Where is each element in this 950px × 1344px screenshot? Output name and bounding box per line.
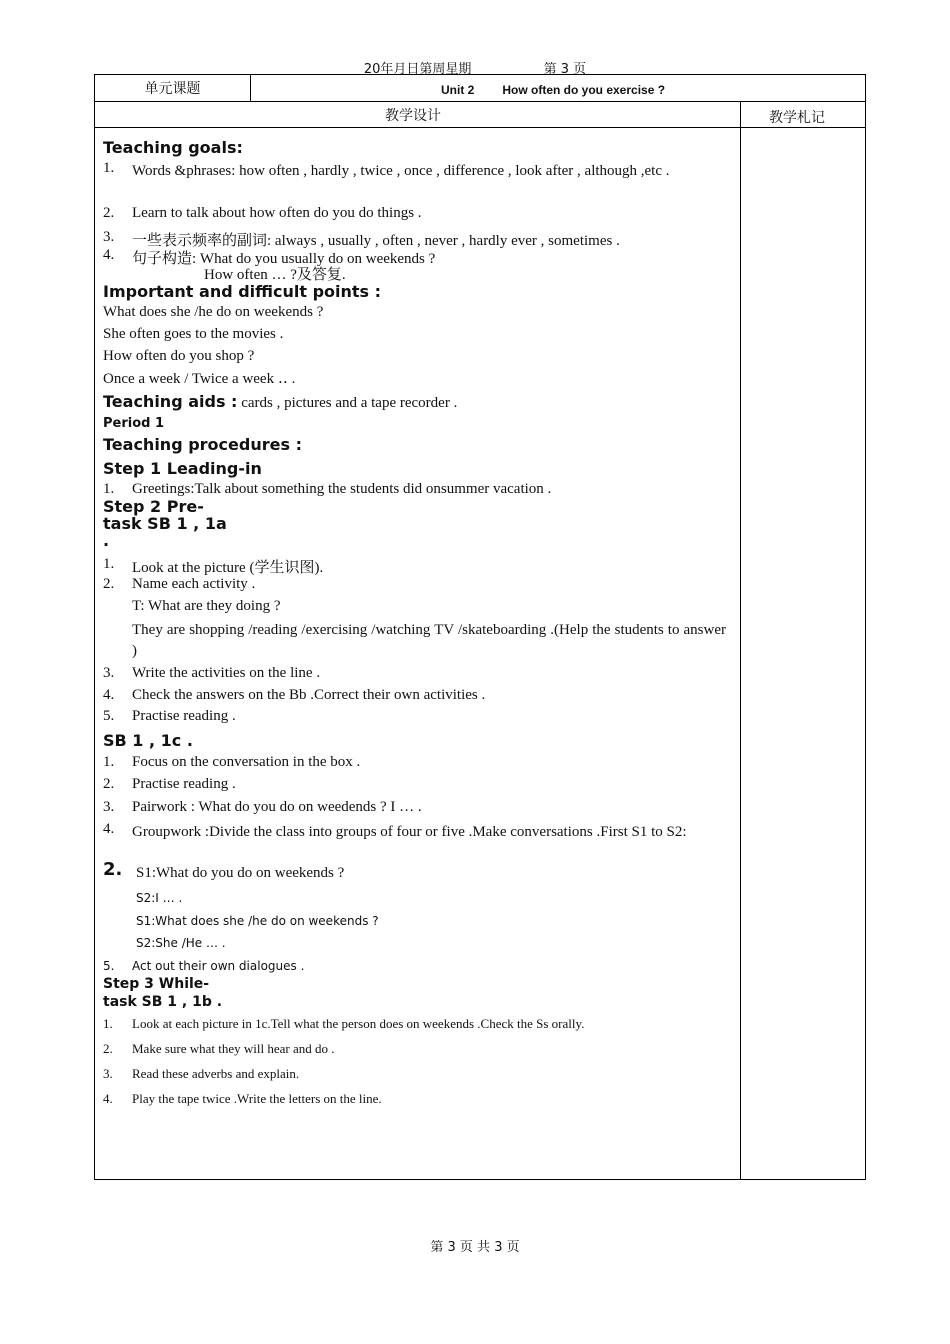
step2-item: 5. Practise reading . (103, 708, 236, 724)
point-line: She often goes to the movies . (103, 326, 284, 342)
period-label: Period 1 (103, 416, 165, 431)
notes-label: 教学札记 (769, 110, 825, 126)
step3-item: 4. Play the tape twice .Write the letters on the line. (103, 1091, 382, 1106)
step1-item: 1. Greetings:Talk about something the students did onsummer vacation . (103, 481, 552, 497)
unit-title (441, 83, 693, 97)
step2-item: 4. Check the answers on the Bb .Correct their own activities . (103, 687, 486, 703)
goal-item: 2. Learn to talk about how often do you do things . (103, 205, 422, 221)
aids-text: cards , pictures and a tape recorder . (241, 395, 458, 411)
sb1c-item: 4. Groupwork :Divide the class into groups of four or five .Make conversations .First S1 to S2: (103, 821, 687, 840)
step2-item: 3. Write the activities on the line . (103, 665, 321, 681)
page-footer: 第 3 页 共 3 页 (430, 1240, 520, 1255)
sb1c-item: 2. Practise reading . (103, 776, 236, 792)
date-line: 20年月日第周星期 (363, 62, 472, 77)
sb1c-item: 1. Focus on the conversation in the box . (103, 754, 361, 770)
dialog-answer: They are shopping /reading /exercising /watching TV /skateboarding .(Help the students to answer ) (132, 622, 726, 659)
dialog-s1: S1:What do you do on weekends ? (136, 865, 345, 881)
sb1c-item: 3. Pairwork : What do you do on weedends ? I … . (103, 799, 422, 815)
dialog-s2: S2:She /He … . (136, 936, 226, 950)
dialog-s1: S1:What does she /he do on weekends ? (136, 914, 379, 928)
goal-item: 1. Words &phrases: how often , hardly , twice , once , difference , look after , although ,etc . (103, 160, 670, 179)
header-page-label: 第 3 页 (543, 62, 587, 77)
step3-heading: Step 3 While- task SB 1 , 1b . (103, 976, 223, 1010)
dialog-question: T: What are they doing ? (132, 598, 281, 614)
section-header-row (95, 101, 865, 128)
unit-topic: How often do you exercise ? (502, 83, 666, 97)
step3-item: 2. Make sure what they will hear and do . (103, 1041, 335, 1056)
lesson-content (103, 138, 727, 1138)
step3-item: 1. Look at each picture in 1c.Tell what the person does on weekends .Check the Ss orally. (103, 1016, 585, 1031)
point-line: What does she /he do on weekends ? (103, 304, 324, 320)
step1-heading: Step 1 Leading-in (103, 459, 262, 478)
unit-name: Unit 2 (441, 83, 475, 97)
unit-label: 单元课题 (95, 75, 251, 101)
column-divider (740, 101, 741, 1179)
step2-heading: Step 2 Pre- task SB 1 , 1a . (103, 497, 227, 550)
goal-item-continued: How often … ?及答复. (204, 267, 346, 283)
step3-item: 3. Read these adverbs and explain. (103, 1066, 300, 1081)
aids-heading: Teaching aids : (103, 392, 238, 411)
goal-item: 4. 句子构造: What do you usually do on weekends ? (103, 247, 436, 267)
point-line: Once a week / Twice a week ‥ . (103, 371, 296, 387)
points-heading: Important and difficult points : (103, 282, 382, 301)
point-line: How often do you shop ? (103, 348, 255, 364)
sb1c-item: 5. Act out their own dialogues . (103, 959, 305, 973)
step2-item: 2. Name each activity . (103, 576, 256, 592)
step2-item: 1. Look at the picture (学生识图). (103, 556, 324, 576)
aids-line (103, 392, 457, 412)
big-number: 2. (103, 859, 123, 880)
procedures-heading: Teaching procedures : (103, 435, 302, 454)
goal-item: 3. 一些表示频率的副词: always , usually , often , never , hardly ever , sometimes . (103, 229, 620, 249)
design-label: 教学设计 (385, 108, 441, 124)
dialog-s2: S2:I … . (136, 891, 183, 905)
sb1c-heading: SB 1 , 1c . (103, 731, 193, 750)
unit-row (95, 75, 865, 102)
goals-heading: Teaching goals: (103, 138, 243, 157)
